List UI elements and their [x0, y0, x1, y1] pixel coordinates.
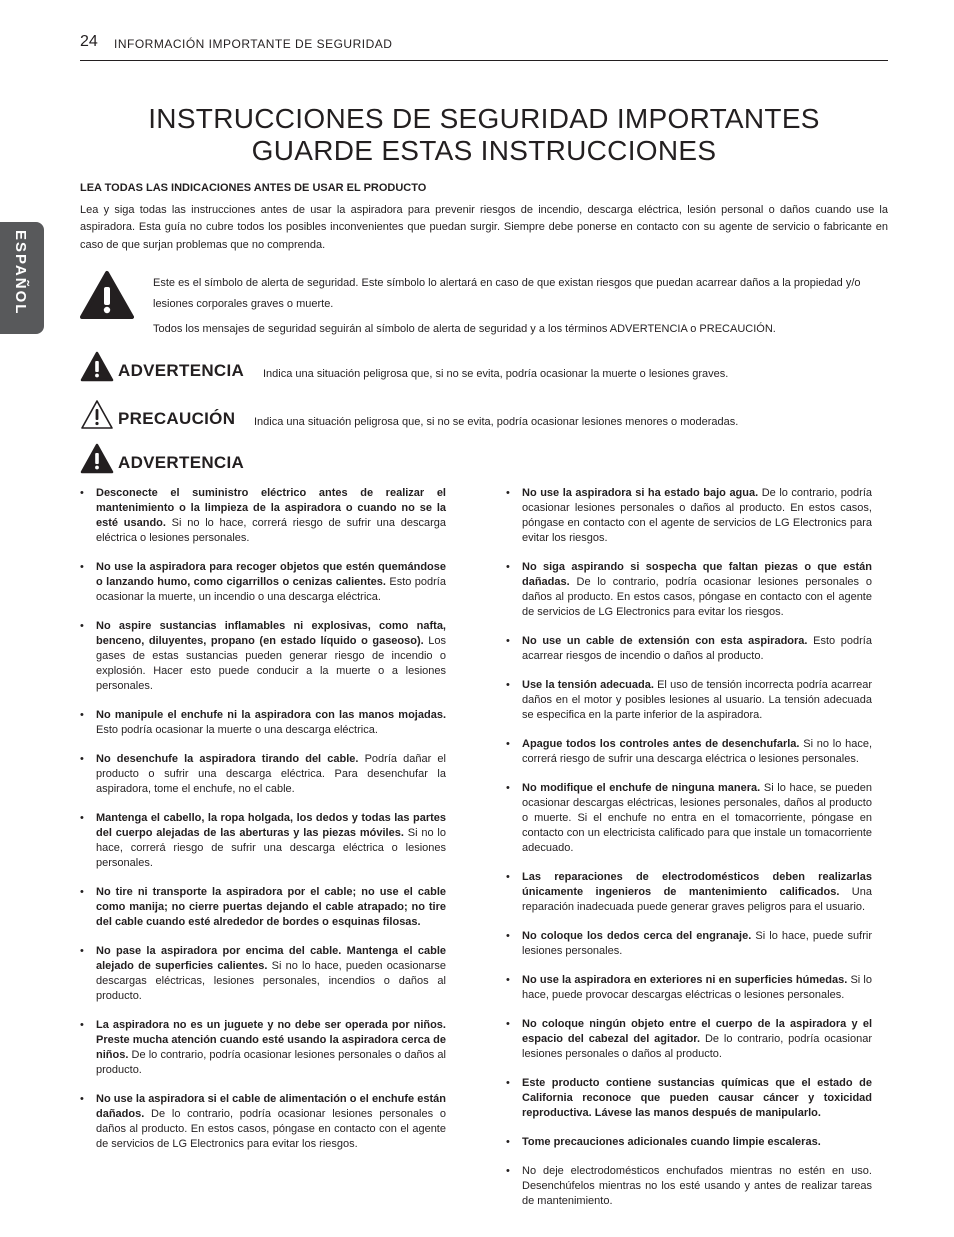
title-line-1: INSTRUCCIONES DE SEGURIDAD IMPORTANTES — [148, 103, 820, 134]
warning-icon — [80, 351, 114, 382]
warning-list-item — [80, 560, 446, 605]
page-header — [80, 33, 888, 61]
warning-lead-text: No siga aspirando si sospecha que faltan piezas o que están dañadas. — [522, 561, 872, 588]
warning-lead-text: No use la aspiradora si ha estado bajo agua. — [522, 487, 759, 499]
warning-detail-text: Si no lo hace, pueden ocasionarse descargas eléctricas, lesiones personales, incendios o daños al producto. — [96, 960, 447, 1002]
warning-detail-text: De lo contrario, podría ocasionar lesiones personales o daños al producto. En estos casos, póngase en contacto con el agente de servicios de LG Electronics para evitar los riesgos. — [522, 576, 872, 618]
warning-lead-text: Las reparaciones de electrodomésticos deben realizarlas únicamente ingenieros de mantenimiento calificados. — [522, 871, 872, 898]
alert-symbol-note: Todos los mensajes de seguridad seguirán al símbolo de alerta de seguridad y a los términos ADVERTENCIA o PRECAUCIÓN. — [153, 323, 776, 335]
warning-lead-text: No use un cable de extensión con esta aspiradora. — [522, 635, 808, 647]
warning-detail-text: Podría dañar el producto o sufrir una descarga eléctrica. Para desenchufar la aspiradora, tome el enchufe, no el cable. — [96, 753, 446, 795]
page-title — [80, 103, 888, 167]
warning-lead-text: La aspiradora no es un juguete y no debe ser operada por niños. Preste mucha atención cuando esté usando la aspiradora cerca de niños. — [96, 1019, 446, 1061]
warning-list-item — [80, 486, 446, 546]
warnings-left-column — [80, 486, 446, 1166]
warning-detail-text: Si no lo hace, correrá riesgo de sufrir una descarga eléctrica o lesiones personales. — [522, 738, 872, 765]
warning-lead-text: Este producto contiene sustancias químicas que el estado de California reconoce que pueden causar cáncer y toxicidad reproductiva. Lávese las manos después de manipularlo. — [522, 1077, 872, 1119]
warning-lead-text: Apague todos los controles antes de desenchufarla. — [522, 738, 800, 750]
warning-list-item — [506, 1164, 872, 1209]
warning-detail-text: De lo contrario, podría ocasionar lesiones personales o daños al producto. En estos casos, póngase en contacto con el agente de servicios de LG Electronics para evitar los riesgos. — [522, 487, 872, 544]
warning-list-item — [80, 752, 446, 797]
warning-lead-text: No coloque ningún objeto entre el cuerpo de la aspiradora y el espacio del cabezal del agitador. — [522, 1018, 872, 1045]
warning-lead-text: No tire ni transporte la aspiradora por el cable; no use el cable como manija; no cierre puertas dejando el cable atrapado; no tire del cable cuando esté alrededor de bordes o esquinas filosas. — [96, 886, 446, 928]
intro-paragraph: Lea y siga todas las instrucciones antes de usar la aspiradora para prevenir riesgos de incendio, descarga eléctrica, lesión personal o daños cuando use la aspiradora. Esta guía no cubre todos los posibles inconvenientes que puedan surgir. Siempre debe ponerse en contacto con su agente de servicio o fabricante en caso de que surjan problemas que no comprenda. — [80, 204, 888, 251]
warning-lead-text: No aspire sustancias inflamables ni explosivas, como nafta, benceno, diluyentes, propano (en estado líquido o gaseoso). — [96, 620, 446, 647]
warning-signal-word: ADVERTENCIA — [118, 361, 245, 380]
warning-lead-text: No manipule el enchufe ni la aspiradora con las manos mojadas. — [96, 709, 446, 721]
caution-signal-word: PRECAUCIÓN — [118, 409, 236, 428]
warning-heading-label: ADVERTENCIA — [118, 453, 245, 472]
alert-symbol-description: Este es el símbolo de alerta de seguridad. Este símbolo lo alertará en caso de que existan riesgos que puedan acarrear daños a la propiedad y/o lesiones corporales graves o muerte. — [153, 277, 861, 310]
warning-detail-text: De lo contrario, podría ocasionar lesiones personales o daños al producto. En estos casos, póngase en contacto con el agente de servicios de LG Electronics para evitar los riesgos. — [96, 1108, 446, 1150]
warning-detail-text: Si no lo hace, correrá riesgo de sufrir una descarga eléctrica o lesiones personales. — [96, 517, 446, 544]
safety-alert-icon — [80, 270, 134, 320]
warning-lead-text: No desenchufe la aspiradora tirando del cable. — [96, 753, 359, 765]
warning-detail-text: No deje electrodomésticos enchufados mientras no estén en uso. Desenchúfelos mientras no los esté usando y antes de realizar tareas de mantenimiento. — [522, 1165, 872, 1207]
warning-lead-text: No coloque los dedos cerca del engranaje. — [522, 930, 752, 942]
warning-list-item — [506, 1017, 872, 1062]
warning-list-item — [80, 708, 446, 738]
warning-detail-text: El uso de tensión incorrecta podría acarrear daños en el motor y posibles lesiones al usuario. La tensión adecuada se especifica en la parte inferior de la aspiradora. — [522, 679, 873, 721]
warning-detail-text: Si lo hace, puede provocar descargas eléctricas o lesiones personales. — [522, 974, 872, 1001]
warning-list-item — [506, 678, 872, 723]
warning-list-item — [80, 1018, 446, 1078]
warning-list-item — [80, 619, 446, 694]
warning-detail-text: Esto podría ocasionar la muerte, un incendio o una descarga eléctrica. — [96, 576, 446, 603]
warning-detail-text: Una reparación inadecuada puede generar graves peligros para el usuario. — [522, 886, 872, 913]
warning-list-item — [506, 870, 872, 915]
warning-list-item — [80, 1092, 446, 1152]
caution-signal-description: Indica una situación peligrosa que, si no se evita, podría ocasionar lesiones menores o moderadas. — [254, 416, 739, 428]
language-label: ESPAÑOL — [12, 230, 29, 316]
warning-lead-text: No use la aspiradora si el cable de alimentación o el enchufe están dañados. — [96, 1093, 446, 1120]
warning-list-item — [506, 929, 872, 959]
page-number: 24 — [80, 33, 98, 50]
caution-icon — [80, 399, 114, 430]
warning-list-item — [80, 811, 446, 871]
warning-list-item — [80, 944, 446, 1004]
language-tab — [0, 222, 44, 334]
warning-detail-text: Esto podría ocasionar la muerte o una descarga eléctrica. — [96, 724, 378, 736]
title-line-2: GUARDE ESTAS INSTRUCCIONES — [251, 135, 717, 166]
warning-icon — [80, 443, 114, 474]
warning-lead-text: Mantenga el cabello, la ropa holgada, los dedos y todas las partes del cuerpo alejadas de las aberturas y las piezas móviles. — [96, 812, 446, 839]
warning-list-item — [506, 634, 872, 664]
warning-list-item — [506, 1135, 872, 1150]
intro-heading: LEA TODAS LAS INDICACIONES ANTES DE USAR EL PRODUCTO — [80, 182, 427, 194]
warning-section-heading — [80, 443, 380, 477]
warning-detail-text: Si lo hace, se pueden ocasionar descargas eléctricas, lesiones personales, daños al producto o muerte. Si el enchufe no entra en el tomacorriente, póngase en contacto con un electricista calificado para que instale un tomacorriente adecuado. — [522, 782, 873, 854]
warning-list-item — [506, 560, 872, 620]
warning-lead-text: No use la aspiradora en exteriores ni en superficies húmedas. — [522, 974, 848, 986]
caution-signal-row — [80, 399, 780, 433]
warning-lead-text: Use la tensión adecuada. — [522, 679, 654, 691]
warning-detail-text: De lo contrario, podría ocasionar lesiones personales o daños al producto. — [96, 1049, 446, 1076]
warning-list-item — [506, 737, 872, 767]
warning-lead-text: No modifique el enchufe de ninguna manera. — [522, 782, 761, 794]
section-label: INFORMACIÓN IMPORTANTE DE SEGURIDAD — [114, 37, 393, 51]
warning-detail-text: Esto podría acarrear riesgos de incendio o daños al producto. — [522, 635, 872, 662]
warning-list-item — [506, 973, 872, 1003]
warning-list-item — [80, 885, 446, 930]
warning-detail-text: Si lo hace, puede sufrir lesiones personales. — [522, 930, 872, 957]
warning-signal-description: Indica una situación peligrosa que, si no se evita, podría ocasionar la muerte o lesiones graves. — [263, 368, 729, 380]
warning-lead-text: Desconecte el suministro eléctrico antes de realizar el mantenimiento o la limpieza de la aspiradora o cuando no se la esté usando. — [96, 487, 446, 529]
warning-lead-text: No use la aspiradora para recoger objetos que estén quemándose o lanzando humo, como cigarrillos o cenizas calientes. — [96, 561, 446, 588]
warning-detail-text: Si no lo hace, correrá riesgo de sufrir una descarga eléctrica o lesiones personales. — [96, 827, 446, 869]
warning-detail-text: De lo contrario, podría ocasionar lesiones personales o daños al producto. — [522, 1033, 872, 1060]
warning-signal-row — [80, 351, 780, 385]
warning-detail-text: Los gases de estas sustancias pueden generar riesgo de incendio o explosión. Hacer esto puede conducir a la muerte o a lesiones personales. — [96, 635, 446, 692]
warning-list-item — [506, 486, 872, 546]
warning-list-item — [506, 781, 872, 856]
warning-lead-text: Tome precauciones adicionales cuando limpie escaleras. — [522, 1136, 821, 1148]
warnings-right-column — [506, 486, 872, 1223]
warning-lead-text: No pase la aspiradora por encima del cable. Mantenga el cable alejado de superficies calientes. — [96, 945, 446, 972]
warning-list-item — [506, 1076, 872, 1121]
